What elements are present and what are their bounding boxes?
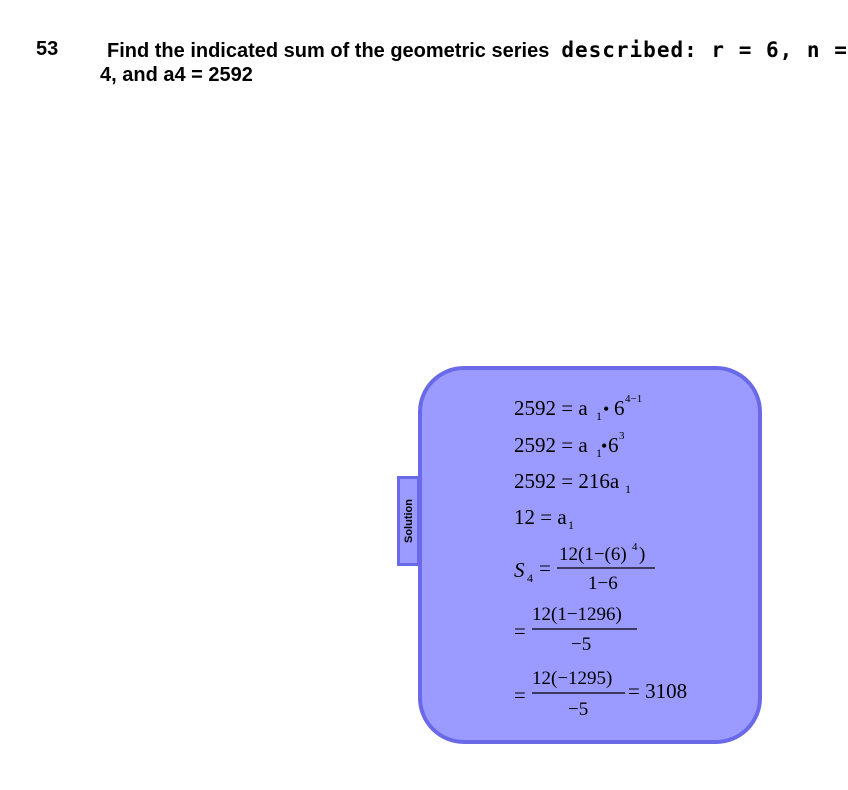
step7-den: −5 <box>568 699 589 720</box>
problem-text-line2: 4, and a4 = 2592 <box>100 64 253 86</box>
step5-den: 1−6 <box>588 573 618 594</box>
step1-lhs: 2592 = a <box>514 396 588 420</box>
step5-S: S <box>514 558 525 582</box>
step6-eq: = <box>514 619 526 643</box>
problem-text-mono: described: r = 6, n = <box>561 38 848 62</box>
step3-sub: 1 <box>625 482 631 496</box>
step1-exp: 4−1 <box>625 393 643 405</box>
step2-exp: 3 <box>619 430 625 442</box>
step2-dot: • <box>601 436 608 456</box>
step1-dot: • <box>603 399 610 419</box>
solution-panel <box>418 366 762 744</box>
step1-sub: 1 <box>596 409 602 423</box>
step5-eq: = <box>539 556 551 580</box>
solution-tab[interactable] <box>397 476 420 566</box>
step3-lhs: 2592 = 216a <box>514 469 620 493</box>
step4-sub: 1 <box>568 518 574 532</box>
problem-number: 53 <box>36 38 59 60</box>
step7-num: 12(−1295) <box>532 668 613 689</box>
step5-sub: 4 <box>527 571 533 585</box>
step4-lhs: 12 = a <box>514 505 567 529</box>
step1-base: 6 <box>614 396 625 420</box>
step5-num: 12(1−(6) <box>559 544 627 565</box>
step6-den: −5 <box>571 634 592 655</box>
step5-num-exp: 4 <box>632 541 638 553</box>
step6-num: 12(1−1296) <box>532 604 622 625</box>
problem-text-main: Find the indicated sum of the geometric series <box>107 40 550 62</box>
step2-base: 6 <box>608 433 619 457</box>
step2-lhs: 2592 = a <box>514 433 588 457</box>
step7-eq: = <box>514 683 526 707</box>
step7-result: = 3108 <box>628 679 688 703</box>
problem-text-line1 <box>107 38 848 63</box>
solution-math <box>422 370 758 740</box>
solution-tab-label: Solution <box>402 499 415 543</box>
step2-sub: 1 <box>596 446 602 460</box>
step5-num-close: ) <box>639 544 646 565</box>
